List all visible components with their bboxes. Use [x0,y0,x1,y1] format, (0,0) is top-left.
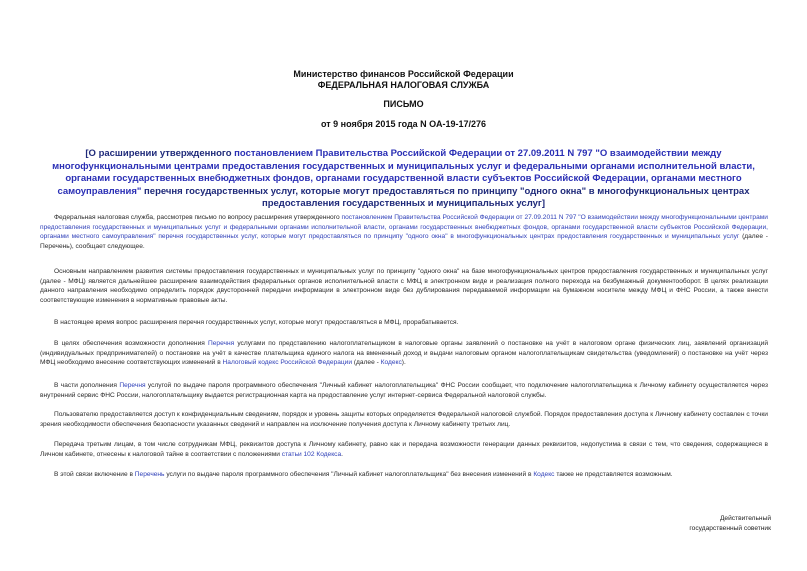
paragraph-8 [40,470,768,480]
document-type: ПИСЬМО [383,99,424,109]
p4-text-2: услугами по представлению налогоплательщиком в налоговые органы заявлений о постановке на учёт в налоговом органе физических лиц, заявлений организаций (индивидуальных предпринимателей) о постановке на учёт в качестве плательщика единого налога на вмененный доход и выдачи налоговым органом налогоплательщикам свидетельства (уведомлений) о постановке на учёт через МФЦ необходимо внесение соответствующих изменений в [40,340,768,366]
p8-text-1: В этой связи включение в [54,471,135,478]
p5-text-2: услугой по выдаче пароля программного обеспечения "Личный кабинет налогоплательщика" ФНС России сообщает, что подключение налогоплательщика к Личному кабинету осуществляется через внутренний сервис ФНС России, налогоплательщику выдается регистрационная карта на предоставление услуг интернет-сервиса Федеральной налоговой службы. [40,382,769,399]
p1-text-1: Федеральная налоговая служба, рассмотрев письмо по вопросу расширения утвержденного [54,214,342,221]
p4-perechen-link[interactable]: Перечня [208,340,235,347]
p6-text: Пользователю предоставляется доступ к конфиденциальным сведениям, порядок и уровень защиты которых определяется Федеральной налоговой службой. Порядок предоставления доступа к Личному кабинету составлен с точки зрения необходимости обеспечения безопасности указанных сведений и направлен на исключение получения доступа к Личному кабинету третьих лиц. [40,411,768,428]
p3-text: В настоящее время вопрос расширения перечня государственных услуг, которые могут предоставляться в МФЦ, прорабатывается. [54,319,459,326]
signature-line-2: государственный советник [689,525,771,532]
title-resolution-link[interactable]: постановлением Правительства Российской Федерации от 27.09.2011 N 797 "О взаимодействии между многофункциональными центрами предоставления государственных и муниципальных услуг и федеральными органами исполнительной власти, органами государственных внебюджетных фондов, органами государственной власти субъектов Российской Федерации, органами местного самоуправления" [52,148,755,197]
p7-text-2: . [341,450,343,458]
paragraph-4 [40,339,768,368]
paragraph-2 [40,267,768,305]
p1-resolution-link[interactable]: постановлением Правительства Российской Федерации от 27.09.2011 N 797 "О взаимодействии между многофункциональными центрами предоставления государственных и муниципальных услуг и федеральными органами исполнительной власти, органами государственных внебюджетных фондов, органами государственной власти субъектов Российской Федерации, органами местного самоуправления" перечня государственных услуг, которые могут предоставляться по принципу "одного окна" в многофункциональных центрах предоставления государственных и муниципальных услуг [40,214,768,240]
paragraph-5 [40,381,768,400]
p7-article-102-link[interactable]: статьи 102 Кодекса [281,450,342,458]
paragraph-7 [40,440,768,459]
document-date-number: от 9 ноября 2015 года N ОА-19-17/276 [320,119,486,129]
p5-perechen-link[interactable]: Перечня [119,382,146,389]
signature-line-1: Действительный [719,515,771,522]
title-close: перечня государственных услуг, которые могут предоставляться по принципу "одного окна" в многофункциональных центрах предоставления государственных и муниципальных услуг] [141,185,750,210]
p4-text-3: (далее - [352,359,381,366]
p4-text-4: ). [401,359,406,366]
title-open: [О расширении утвержденного [85,148,235,159]
document-title [40,148,767,211]
ministry-name: Министерство финансов Российской Федерации [293,69,514,79]
p4-text-1: В целях обеспечения возможности дополнения [54,340,208,347]
p8-perechen-link[interactable]: Перечень [134,471,165,478]
p2-text: Основным направлением развития системы предоставления государственных и муниципальных услуг по принципу "одного окна" на базе многофункциональных центров предоставления государственных и муниципальных услуг (далее - МФЦ) является дальнейшее расширение взаимодействия федеральных органов исполнительной власти с МФЦ в электронном виде и реализация полного перехода на безбумажный документооборот. В целях реализации данного направления необходимо определить порядок двусторонней передачи информации в электронном виде без дублирования передаваемой информации на бумажном носителе между МФЦ и ФНС России, а также внести соответствующие изменения в нормативные правовые акты. [40,268,768,304]
p4-kodeks-link[interactable]: Кодекс [380,359,402,366]
paragraph-6 [40,410,768,429]
p8-text-2: услуги по выдаче пароля программного обеспечения "Личный кабинет налогоплательщика" без внесения изменений в [164,471,534,478]
p5-text-1: В части дополнения [54,382,120,389]
p4-tax-code-link[interactable]: Налоговый кодекс Российской Федерации [222,359,353,366]
p8-text-3: также не представляется возможным. [554,471,673,478]
paragraph-1 [40,213,768,251]
p1-text-2: (далее - Перечень), сообщает следующее. [40,233,768,250]
p7-text-1: Передача третьим лицам, в том числе сотрудникам МФЦ, реквизитов доступа к Личному кабинету, равно как и передача возможности генерации данных реквизитов, недопустима в связи с тем, что сведения, содержащиеся в Личном кабинете, отнесены к налоговой тайне в соответствии с положениями [40,441,768,458]
p8-kodeks-link[interactable]: Кодекс [533,471,555,478]
service-name: ФЕДЕРАЛЬНАЯ НАЛОГОВАЯ СЛУЖБА [317,80,490,90]
paragraph-3 [40,318,768,328]
